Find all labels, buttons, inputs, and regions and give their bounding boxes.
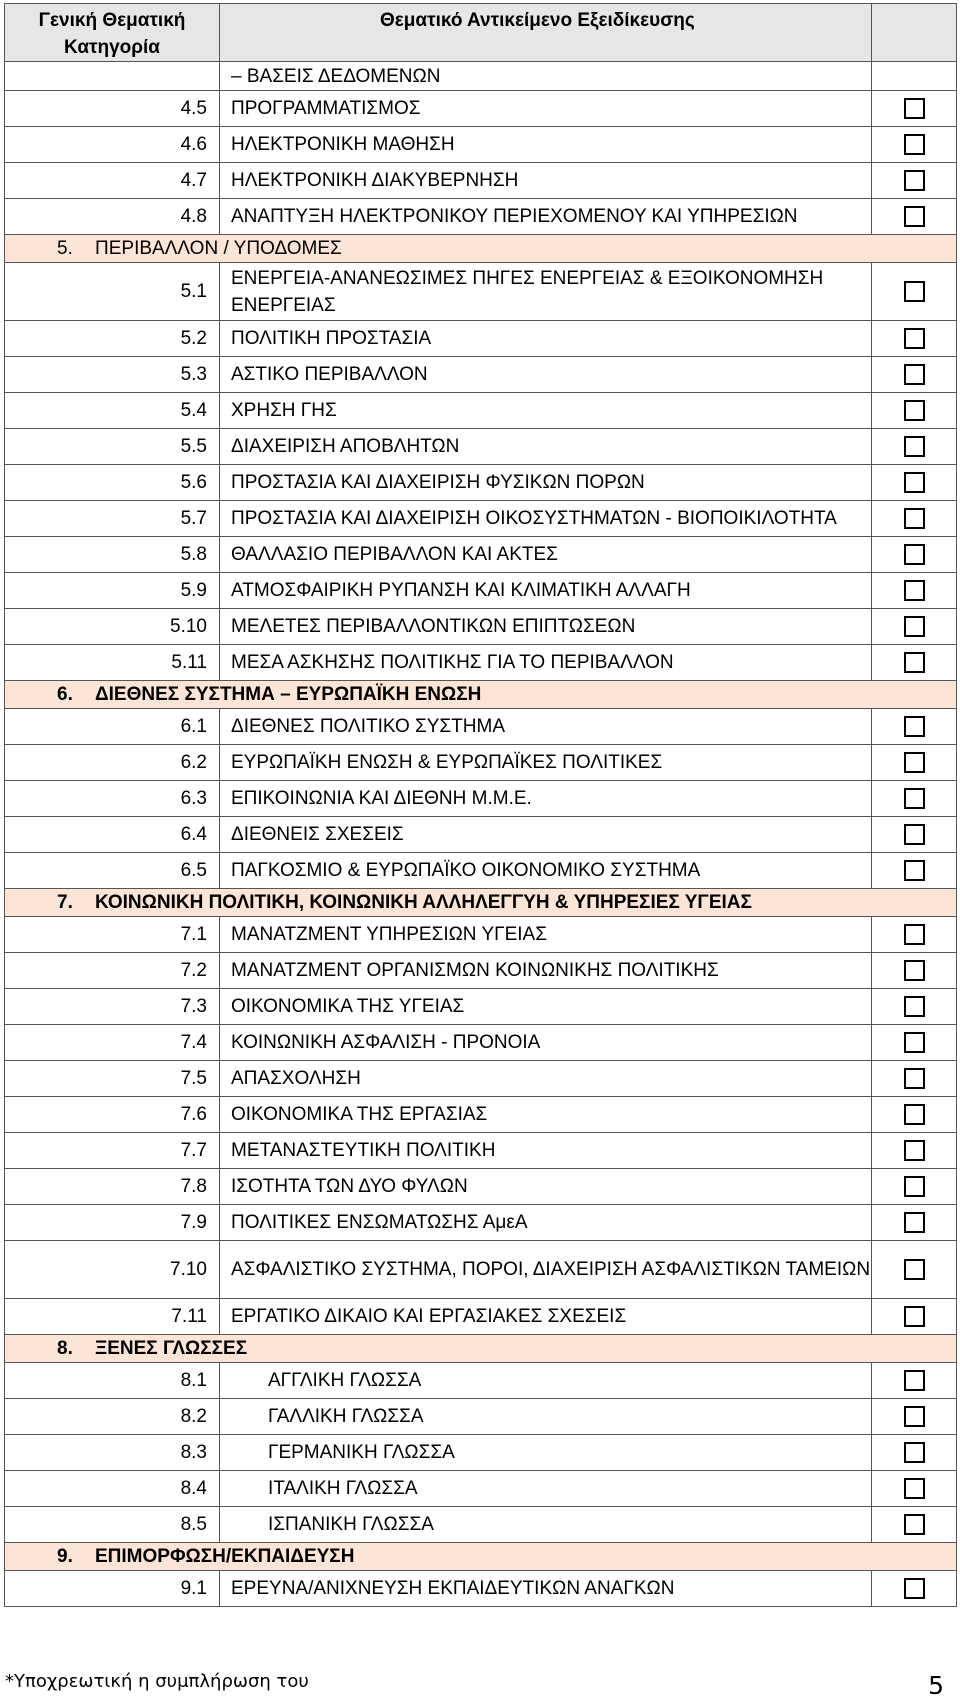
item-number: 8.1 <box>5 1363 220 1399</box>
select-checkbox[interactable] <box>904 544 925 565</box>
footer-note: *Υποχρεωτική η συμπλήρωση του <box>5 1671 309 1692</box>
header-checkbox-column <box>872 4 957 62</box>
category-number: 8. <box>57 1337 73 1359</box>
checkbox-cell <box>872 709 957 745</box>
checkbox-cell <box>872 1471 957 1507</box>
row-number <box>5 62 220 91</box>
checkbox-cell <box>872 1097 957 1133</box>
table-row <box>5 609 957 645</box>
checkbox-cell <box>872 1205 957 1241</box>
checkbox-cell <box>872 91 957 127</box>
table-row <box>5 1061 957 1097</box>
select-checkbox[interactable] <box>904 1578 925 1599</box>
checkbox-cell <box>872 537 957 573</box>
item-label: ΕΡΓΑΤΙΚΟ ΔΙΚΑΙΟ ΚΑΙ ΕΡΓΑΣΙΑΚΕΣ ΣΧΕΣΕΙΣ <box>220 1299 872 1335</box>
checkbox-cell <box>872 1133 957 1169</box>
select-checkbox[interactable] <box>904 1259 925 1280</box>
item-label: ΑΤΜΟΣΦΑΙΡΙΚΗ ΡΥΠΑΝΣΗ ΚΑΙ ΚΛΙΜΑΤΙΚΗ ΑΛΛΑΓΗ <box>220 573 872 609</box>
item-label: ΑΠΑΣΧΟΛΗΣΗ <box>220 1061 872 1097</box>
table-row <box>5 1097 957 1133</box>
select-checkbox[interactable] <box>904 1176 925 1197</box>
item-number: 4.6 <box>5 127 220 163</box>
checkbox-cell <box>872 321 957 357</box>
select-checkbox[interactable] <box>904 652 925 673</box>
checkbox-cell <box>872 745 957 781</box>
item-label: ΘΑΛΛΑΣΙΟ ΠΕΡΙΒΑΛΛΟΝ ΚΑΙ ΑΚΤΕΣ <box>220 537 872 573</box>
item-label: ΙΤΑΛΙΚΗ ΓΛΩΣΣΑ <box>220 1471 872 1507</box>
table-row <box>5 1363 957 1399</box>
checkbox-cell <box>872 393 957 429</box>
item-number: 6.4 <box>5 817 220 853</box>
table-row <box>5 537 957 573</box>
item-number: 5.2 <box>5 321 220 357</box>
select-checkbox[interactable] <box>904 580 925 601</box>
item-label: ΠΡΟΓΡΑΜΜΑΤΙΣΜΟΣ <box>220 91 872 127</box>
checkbox-cell <box>872 263 957 321</box>
table-row <box>5 1169 957 1205</box>
item-number: 7.10 <box>5 1241 220 1299</box>
category-row <box>5 1543 957 1571</box>
item-label: ΑΓΓΛΙΚΗ ΓΛΩΣΣΑ <box>220 1363 872 1399</box>
subject-table <box>4 3 957 1607</box>
checkbox-cell <box>872 1399 957 1435</box>
category-heading <box>5 889 957 917</box>
item-number: 8.2 <box>5 1399 220 1435</box>
table-row <box>5 1571 957 1607</box>
select-checkbox[interactable] <box>904 400 925 421</box>
checkbox-cell <box>872 1299 957 1335</box>
category-number: 9. <box>57 1545 73 1567</box>
item-number: 7.11 <box>5 1299 220 1335</box>
item-number: 8.4 <box>5 1471 220 1507</box>
checkbox-cell <box>872 1241 957 1299</box>
item-number: 5.1 <box>5 263 220 321</box>
item-number: 8.3 <box>5 1435 220 1471</box>
item-label: ΗΛΕΚΤΡΟΝΙΚΗ ΔΙΑΚΥΒΕΡΝΗΣΗ <box>220 163 872 199</box>
category-heading <box>5 235 957 263</box>
table-row <box>5 1205 957 1241</box>
item-number: 5.10 <box>5 609 220 645</box>
item-label: ΕΡΕΥΝΑ/ΑΝΙΧΝΕΥΣΗ ΕΚΠΑΙΔΕΥΤΙΚΩΝ ΑΝΑΓΚΩΝ <box>220 1571 872 1607</box>
item-number: 5.11 <box>5 645 220 681</box>
checkbox-cell <box>872 465 957 501</box>
checkbox-cell <box>872 781 957 817</box>
checkbox-cell <box>872 645 957 681</box>
checkbox-cell <box>872 1507 957 1543</box>
select-checkbox[interactable] <box>904 1442 925 1463</box>
table-row <box>5 1241 957 1299</box>
category-row <box>5 889 957 917</box>
item-number: 4.5 <box>5 91 220 127</box>
item-label: ΠΑΓΚΟΣΜΙΟ & ΕΥΡΩΠΑΪΚΟ ΟΙΚΟΝΟΜΙΚΟ ΣΥΣΤΗΜΑ <box>220 853 872 889</box>
category-row <box>5 235 957 263</box>
checkbox-cell <box>872 953 957 989</box>
item-label: ΠΟΛΙΤΙΚΗ ΠΡΟΣΤΑΣΙΑ <box>220 321 872 357</box>
item-label: ΑΣΦΑΛΙΣΤΙΚΟ ΣΥΣΤΗΜΑ, ΠΟΡΟΙ, ΔΙΑΧΕΙΡΙΣΗ ΑΣΦΑΛΙΣΤΙΚΩΝ ΤΑΜΕΙΩΝ <box>220 1241 872 1299</box>
item-label: ΓΕΡΜΑΝΙΚΗ ΓΛΩΣΣΑ <box>220 1435 872 1471</box>
header-general-category: Γενική Θεματική Κατηγορία <box>5 4 220 62</box>
table-row <box>5 357 957 393</box>
checkbox-cell <box>872 609 957 645</box>
item-number: 5.3 <box>5 357 220 393</box>
category-row <box>5 1335 957 1363</box>
item-label: ΜΕΤΑΝΑΣΤΕΥΤΙΚΗ ΠΟΛΙΤΙΚΗ <box>220 1133 872 1169</box>
item-number: 9.1 <box>5 1571 220 1607</box>
table-row <box>5 501 957 537</box>
item-label: ΕΠΙΚΟΙΝΩΝΙΑ ΚΑΙ ΔΙΕΘΝΗ Μ.Μ.Ε. <box>220 781 872 817</box>
select-checkbox[interactable] <box>904 472 925 493</box>
item-number: 6.3 <box>5 781 220 817</box>
checkbox-cell <box>872 817 957 853</box>
table-row <box>5 645 957 681</box>
row-label: – ΒΑΣΕΙΣ ΔΕΔΟΜΕΝΩΝ <box>220 62 872 91</box>
item-label: ΧΡΗΣΗ ΓΗΣ <box>220 393 872 429</box>
table-row <box>5 817 957 853</box>
table-row <box>5 853 957 889</box>
checkbox-cell <box>872 1571 957 1607</box>
item-number: 7.1 <box>5 917 220 953</box>
select-checkbox[interactable] <box>904 134 925 155</box>
table-row <box>5 1399 957 1435</box>
item-label: ΟΙΚΟΝΟΜΙΚΑ ΤΗΣ ΥΓΕΙΑΣ <box>220 989 872 1025</box>
item-label: ΔΙΑΧΕΙΡΙΣΗ ΑΠΟΒΛΗΤΩΝ <box>220 429 872 465</box>
item-number: 5.9 <box>5 573 220 609</box>
checkbox-cell <box>872 1363 957 1399</box>
checkbox-cell <box>872 573 957 609</box>
select-checkbox[interactable] <box>904 1068 925 1089</box>
table-row <box>5 709 957 745</box>
table-header-row <box>5 4 957 62</box>
checkbox-cell <box>872 127 957 163</box>
category-number: 5. <box>57 237 73 259</box>
table-row <box>5 127 957 163</box>
table-row <box>5 917 957 953</box>
item-number: 7.3 <box>5 989 220 1025</box>
table-row <box>5 989 957 1025</box>
item-label: ΜΑΝΑΤΖΜΕΝΤ ΟΡΓΑΝΙΣΜΩΝ ΚΟΙΝΩΝΙΚΗΣ ΠΟΛΙΤΙΚΗΣ <box>220 953 872 989</box>
category-title: ΚΟΙΝΩΝΙΚΗ ΠΟΛΙΤΙΚΗ, ΚΟΙΝΩΝΙΚΗ ΑΛΛΗΛΕΓΓΥΗ & ΥΠΗΡΕΣΙΕΣ ΥΓΕΙΑΣ <box>95 891 752 913</box>
select-checkbox[interactable] <box>904 436 925 457</box>
item-label: ΜΕΛΕΤΕΣ ΠΕΡΙΒΑΛΛΟΝΤΙΚΩΝ ΕΠΙΠΤΩΣΕΩΝ <box>220 609 872 645</box>
table-row <box>5 393 957 429</box>
select-checkbox[interactable] <box>904 752 925 773</box>
item-number: 6.2 <box>5 745 220 781</box>
category-title: ΔΙΕΘΝΕΣ ΣΥΣΤΗΜΑ – ΕΥΡΩΠΑΪΚΗ ΕΝΩΣΗ <box>95 683 482 705</box>
select-checkbox[interactable] <box>904 616 925 637</box>
table-row <box>5 953 957 989</box>
category-heading <box>5 1335 957 1363</box>
select-checkbox[interactable] <box>904 508 925 529</box>
select-checkbox[interactable] <box>904 98 925 119</box>
item-number: 6.1 <box>5 709 220 745</box>
checkbox-cell <box>872 357 957 393</box>
item-number: 5.8 <box>5 537 220 573</box>
category-title: ΠΕΡΙΒΑΛΛΟΝ / ΥΠΟΔΟΜΕΣ <box>95 237 342 259</box>
item-number: 7.4 <box>5 1025 220 1061</box>
table-row <box>5 321 957 357</box>
item-number: 4.8 <box>5 199 220 235</box>
table-row <box>5 1507 957 1543</box>
select-checkbox[interactable] <box>904 924 925 945</box>
select-checkbox[interactable] <box>904 1370 925 1391</box>
item-label: ΟΙΚΟΝΟΜΙΚΑ ΤΗΣ ΕΡΓΑΣΙΑΣ <box>220 1097 872 1133</box>
select-checkbox[interactable] <box>904 1140 925 1161</box>
select-checkbox[interactable] <box>904 1306 925 1327</box>
checkbox-cell <box>872 62 957 91</box>
item-number: 8.5 <box>5 1507 220 1543</box>
item-label: ΕΝΕΡΓΕΙΑ-ΑΝΑΝΕΩΣΙΜΕΣ ΠΗΓΕΣ ΕΝΕΡΓΕΙΑΣ & ΕΞΟΙΚΟΝΟΜΗΣΗ ΕΝΕΡΓΕΙΑΣ <box>220 263 872 321</box>
select-checkbox[interactable] <box>904 1406 925 1427</box>
item-number: 5.4 <box>5 393 220 429</box>
item-label: ΑΝΑΠΤΥΞΗ ΗΛΕΚΤΡΟΝΙΚΟΥ ΠΕΡΙΕΧΟΜΕΝΟΥ ΚΑΙ ΥΠΗΡΕΣΙΩΝ <box>220 199 872 235</box>
item-label: ΓΑΛΛΙΚΗ ΓΛΩΣΣΑ <box>220 1399 872 1435</box>
item-label: ΠΡΟΣΤΑΣΙΑ ΚΑΙ ΔΙΑΧΕΙΡΙΣΗ ΟΙΚΟΣΥΣΤΗΜΑΤΩΝ - ΒΙΟΠΟΙΚΙΛΟΤΗΤΑ <box>220 501 872 537</box>
checkbox-cell <box>872 199 957 235</box>
table-row-continuation <box>5 62 957 91</box>
select-checkbox[interactable] <box>904 716 925 737</box>
table-row <box>5 1299 957 1335</box>
table-row <box>5 1025 957 1061</box>
item-number: 6.5 <box>5 853 220 889</box>
table-row <box>5 781 957 817</box>
item-number: 4.7 <box>5 163 220 199</box>
category-row <box>5 681 957 709</box>
checkbox-cell <box>872 1061 957 1097</box>
item-number: 7.9 <box>5 1205 220 1241</box>
item-number: 7.5 <box>5 1061 220 1097</box>
table-row <box>5 1435 957 1471</box>
table-row <box>5 91 957 127</box>
table-row <box>5 573 957 609</box>
table-row <box>5 745 957 781</box>
select-checkbox[interactable] <box>904 824 925 845</box>
checkbox-cell <box>872 163 957 199</box>
item-label: ΗΛΕΚΤΡΟΝΙΚΗ ΜΑΘΗΣΗ <box>220 127 872 163</box>
checkbox-cell <box>872 917 957 953</box>
select-checkbox[interactable] <box>904 1104 925 1125</box>
checkbox-cell <box>872 429 957 465</box>
table-row <box>5 1471 957 1507</box>
table-row <box>5 263 957 321</box>
table-row <box>5 199 957 235</box>
table-row <box>5 429 957 465</box>
item-label: ΙΣΠΑΝΙΚΗ ΓΛΩΣΣΑ <box>220 1507 872 1543</box>
select-checkbox[interactable] <box>904 206 925 227</box>
page-number: 5 <box>928 1671 944 1700</box>
select-checkbox[interactable] <box>904 281 925 302</box>
checkbox-cell <box>872 1169 957 1205</box>
select-checkbox[interactable] <box>904 788 925 809</box>
header-subject-specialization: Θεματικό Αντικείμενο Εξειδίκευσης <box>220 4 872 62</box>
select-checkbox[interactable] <box>904 170 925 191</box>
item-label: ΑΣΤΙΚΟ ΠΕΡΙΒΑΛΛΟΝ <box>220 357 872 393</box>
select-checkbox[interactable] <box>904 996 925 1017</box>
category-title: ΕΠΙΜΟΡΦΩΣΗ/ΕΚΠΑΙΔΕΥΣΗ <box>95 1545 355 1567</box>
checkbox-cell <box>872 989 957 1025</box>
table-row <box>5 1133 957 1169</box>
item-number: 7.7 <box>5 1133 220 1169</box>
checkbox-cell <box>872 501 957 537</box>
item-label: ΕΥΡΩΠΑΪΚΗ ΕΝΩΣΗ & ΕΥΡΩΠΑΪΚΕΣ ΠΟΛΙΤΙΚΕΣ <box>220 745 872 781</box>
select-checkbox[interactable] <box>904 1212 925 1233</box>
item-number: 5.6 <box>5 465 220 501</box>
item-label: ΔΙΕΘΝΕΣ ΠΟΛΙΤΙΚΟ ΣΥΣΤΗΜΑ <box>220 709 872 745</box>
item-label: ΠΟΛΙΤΙΚΕΣ ΕΝΣΩΜΑΤΩΣΗΣ ΑμεΑ <box>220 1205 872 1241</box>
category-title: ΞΕΝΕΣ ΓΛΩΣΣΕΣ <box>95 1337 248 1359</box>
item-number: 7.8 <box>5 1169 220 1205</box>
select-checkbox[interactable] <box>904 1514 925 1535</box>
item-number: 7.2 <box>5 953 220 989</box>
category-number: 7. <box>57 891 73 913</box>
item-label: ΙΣΟΤΗΤΑ ΤΩΝ ΔΥΟ ΦΥΛΩΝ <box>220 1169 872 1205</box>
item-number: 5.7 <box>5 501 220 537</box>
checkbox-cell <box>872 853 957 889</box>
select-checkbox[interactable] <box>904 364 925 385</box>
select-checkbox[interactable] <box>904 328 925 349</box>
item-label: ΜΕΣΑ ΑΣΚΗΣΗΣ ΠΟΛΙΤΙΚΗΣ ΓΙΑ ΤΟ ΠΕΡΙΒΑΛΛΟΝ <box>220 645 872 681</box>
select-checkbox[interactable] <box>904 1032 925 1053</box>
item-number: 5.5 <box>5 429 220 465</box>
item-label: ΠΡΟΣΤΑΣΙΑ ΚΑΙ ΔΙΑΧΕΙΡΙΣΗ ΦΥΣΙΚΩΝ ΠΟΡΩΝ <box>220 465 872 501</box>
select-checkbox[interactable] <box>904 960 925 981</box>
item-label: ΜΑΝΑΤΖΜΕΝΤ ΥΠΗΡΕΣΙΩΝ ΥΓΕΙΑΣ <box>220 917 872 953</box>
category-number: 6. <box>57 683 73 705</box>
category-heading <box>5 681 957 709</box>
checkbox-cell <box>872 1025 957 1061</box>
checkbox-cell <box>872 1435 957 1471</box>
select-checkbox[interactable] <box>904 1478 925 1499</box>
table-row <box>5 465 957 501</box>
table-row <box>5 163 957 199</box>
item-label: ΔΙΕΘΝΕΙΣ ΣΧΕΣΕΙΣ <box>220 817 872 853</box>
item-label: ΚΟΙΝΩΝΙΚΗ ΑΣΦΑΛΙΣΗ - ΠΡΟΝΟΙΑ <box>220 1025 872 1061</box>
select-checkbox[interactable] <box>904 860 925 881</box>
category-heading <box>5 1543 957 1571</box>
item-number: 7.6 <box>5 1097 220 1133</box>
